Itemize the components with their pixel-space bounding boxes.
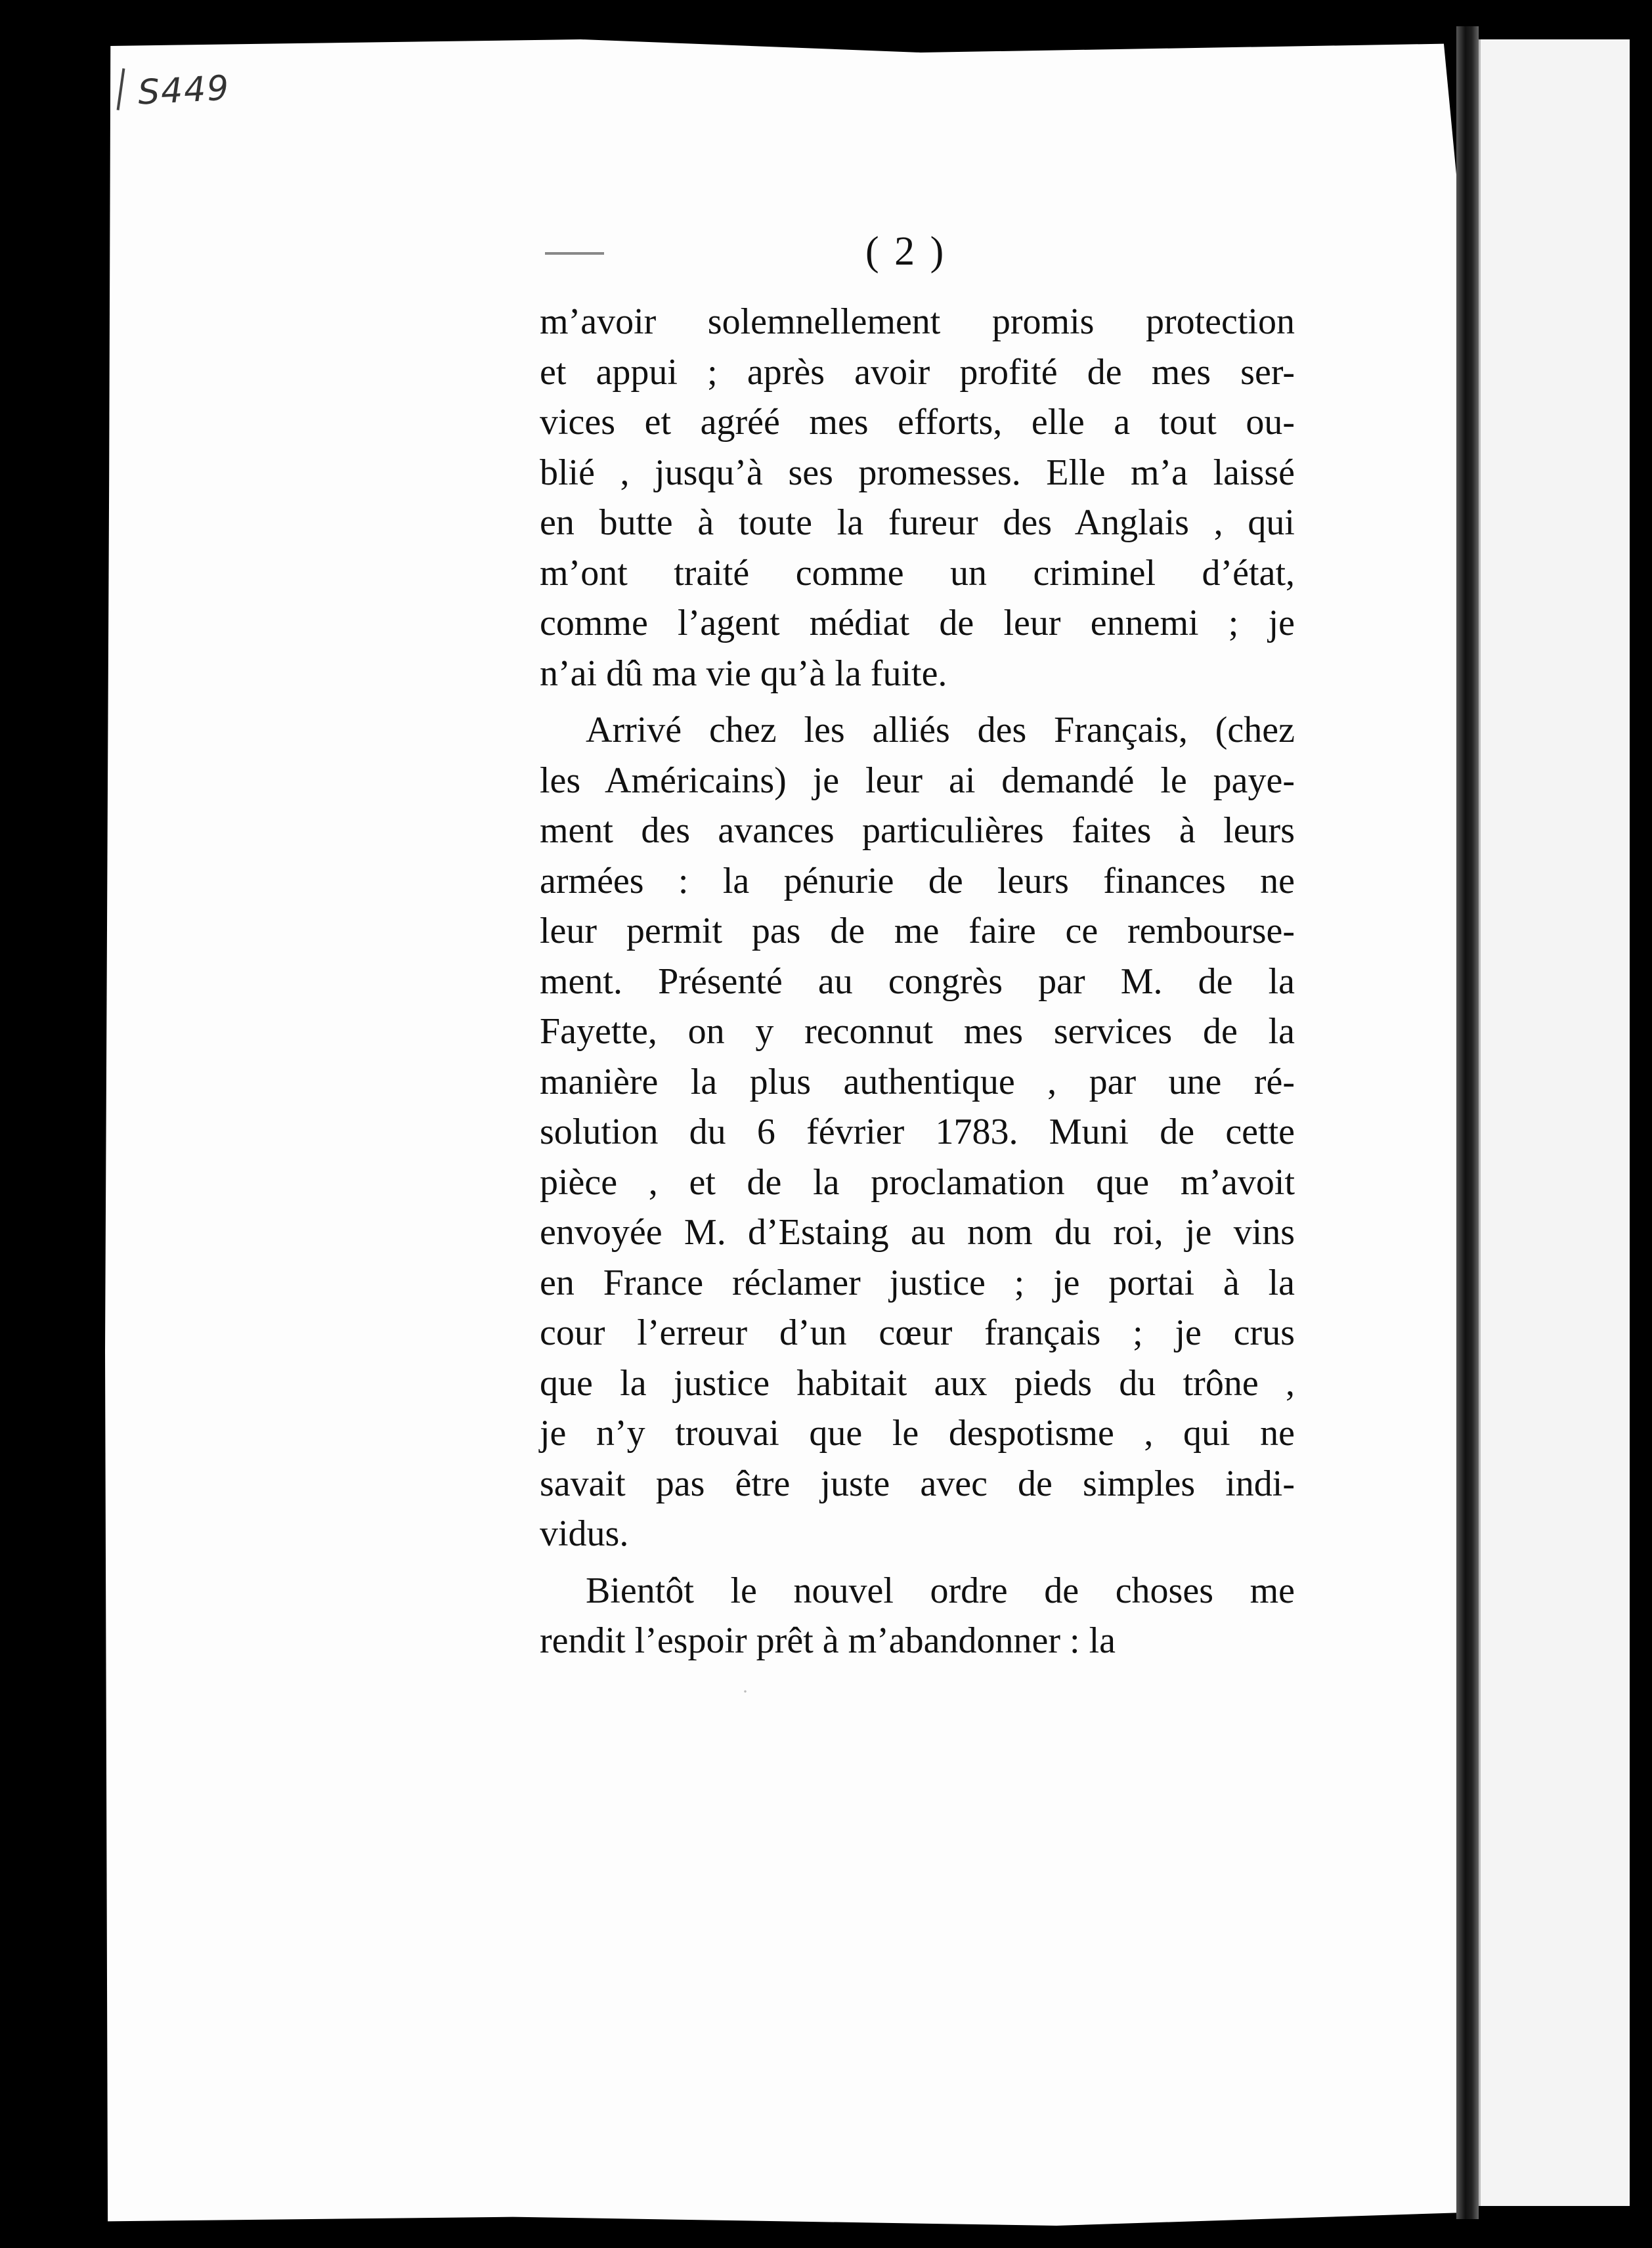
text-line: Bientôt le nouvel ordre de choses me bbox=[586, 1570, 1295, 1611]
paragraph bbox=[540, 705, 1295, 1559]
text-line: m’ont traité comme un criminel d’état, bbox=[540, 552, 1295, 594]
text-line: solution du 6 février 1783. Muni de cette bbox=[540, 1112, 1295, 1152]
text-line: envoyée M. d’Estaing au nom du roi, je vins bbox=[540, 1212, 1295, 1253]
text-line: rendit l’espoir prêt à m’abandonner : la bbox=[540, 1620, 1116, 1661]
text-line: Arrivé chez les alliés des Français, (chez bbox=[586, 710, 1295, 750]
scan-border bbox=[1630, 39, 1652, 2206]
text-line: je n’y trouvai que le despotisme , qui ne bbox=[540, 1413, 1295, 1454]
text-line: en butte à toute la fureur des Anglais , qui bbox=[540, 502, 1295, 543]
header-dash bbox=[545, 252, 604, 255]
text-line: blié , jusqu’à ses promesses. Elle m’a laissé bbox=[540, 452, 1295, 493]
text-line: et appui ; après avoir profité de mes ser- bbox=[540, 351, 1295, 393]
text-line: m’avoir solemnellement promis protection bbox=[540, 301, 1295, 342]
text-line: les Américains) je leur ai demandé le paye- bbox=[540, 760, 1295, 801]
text-line: n’ai dû ma vie qu’à la fuite. bbox=[540, 653, 947, 694]
paragraph-gap bbox=[540, 1559, 1295, 1566]
text-line: vices et agréé mes efforts, elle a tout ou- bbox=[540, 402, 1295, 443]
text-line: comme l’agent médiat de leur ennemi ; je bbox=[540, 603, 1295, 643]
body-text bbox=[540, 297, 1295, 1666]
paragraph-gap bbox=[540, 699, 1295, 705]
text-line: Fayette, on y reconnut mes services de la bbox=[540, 1011, 1295, 1052]
text-line: vidus. bbox=[540, 1513, 629, 1554]
paragraph bbox=[540, 297, 1295, 699]
text-line: armées : la pénurie de leurs finances ne bbox=[540, 860, 1295, 901]
text-line: ment des avances particulières faites à leurs bbox=[540, 810, 1295, 851]
paragraph bbox=[540, 1566, 1295, 1666]
text-line: pièce , et de la proclamation que m’avoit bbox=[540, 1161, 1295, 1203]
text-line: manière la plus authentique , par une ré- bbox=[540, 1061, 1295, 1102]
text-line: cour l’erreur d’un cœur français ; je crus bbox=[540, 1312, 1295, 1353]
text-line: en France réclamer justice ; je portai à la bbox=[540, 1262, 1295, 1303]
text-line: savait pas être juste avec de simples indi- bbox=[540, 1463, 1295, 1504]
text-line: leur permit pas de me faire ce rembourse- bbox=[540, 911, 1295, 951]
page-number: ( 2 ) bbox=[865, 229, 947, 274]
text-line: ment. Présenté au congrès par M. de la bbox=[540, 961, 1295, 1002]
text-line: que la justice habitait aux pieds du trône , bbox=[540, 1362, 1295, 1404]
handwritten-shelfmark: S449 bbox=[137, 68, 231, 113]
right-page-edge bbox=[1479, 39, 1632, 2206]
paper-blemish: · bbox=[742, 1681, 749, 1702]
binding-gutter bbox=[1456, 26, 1479, 2219]
